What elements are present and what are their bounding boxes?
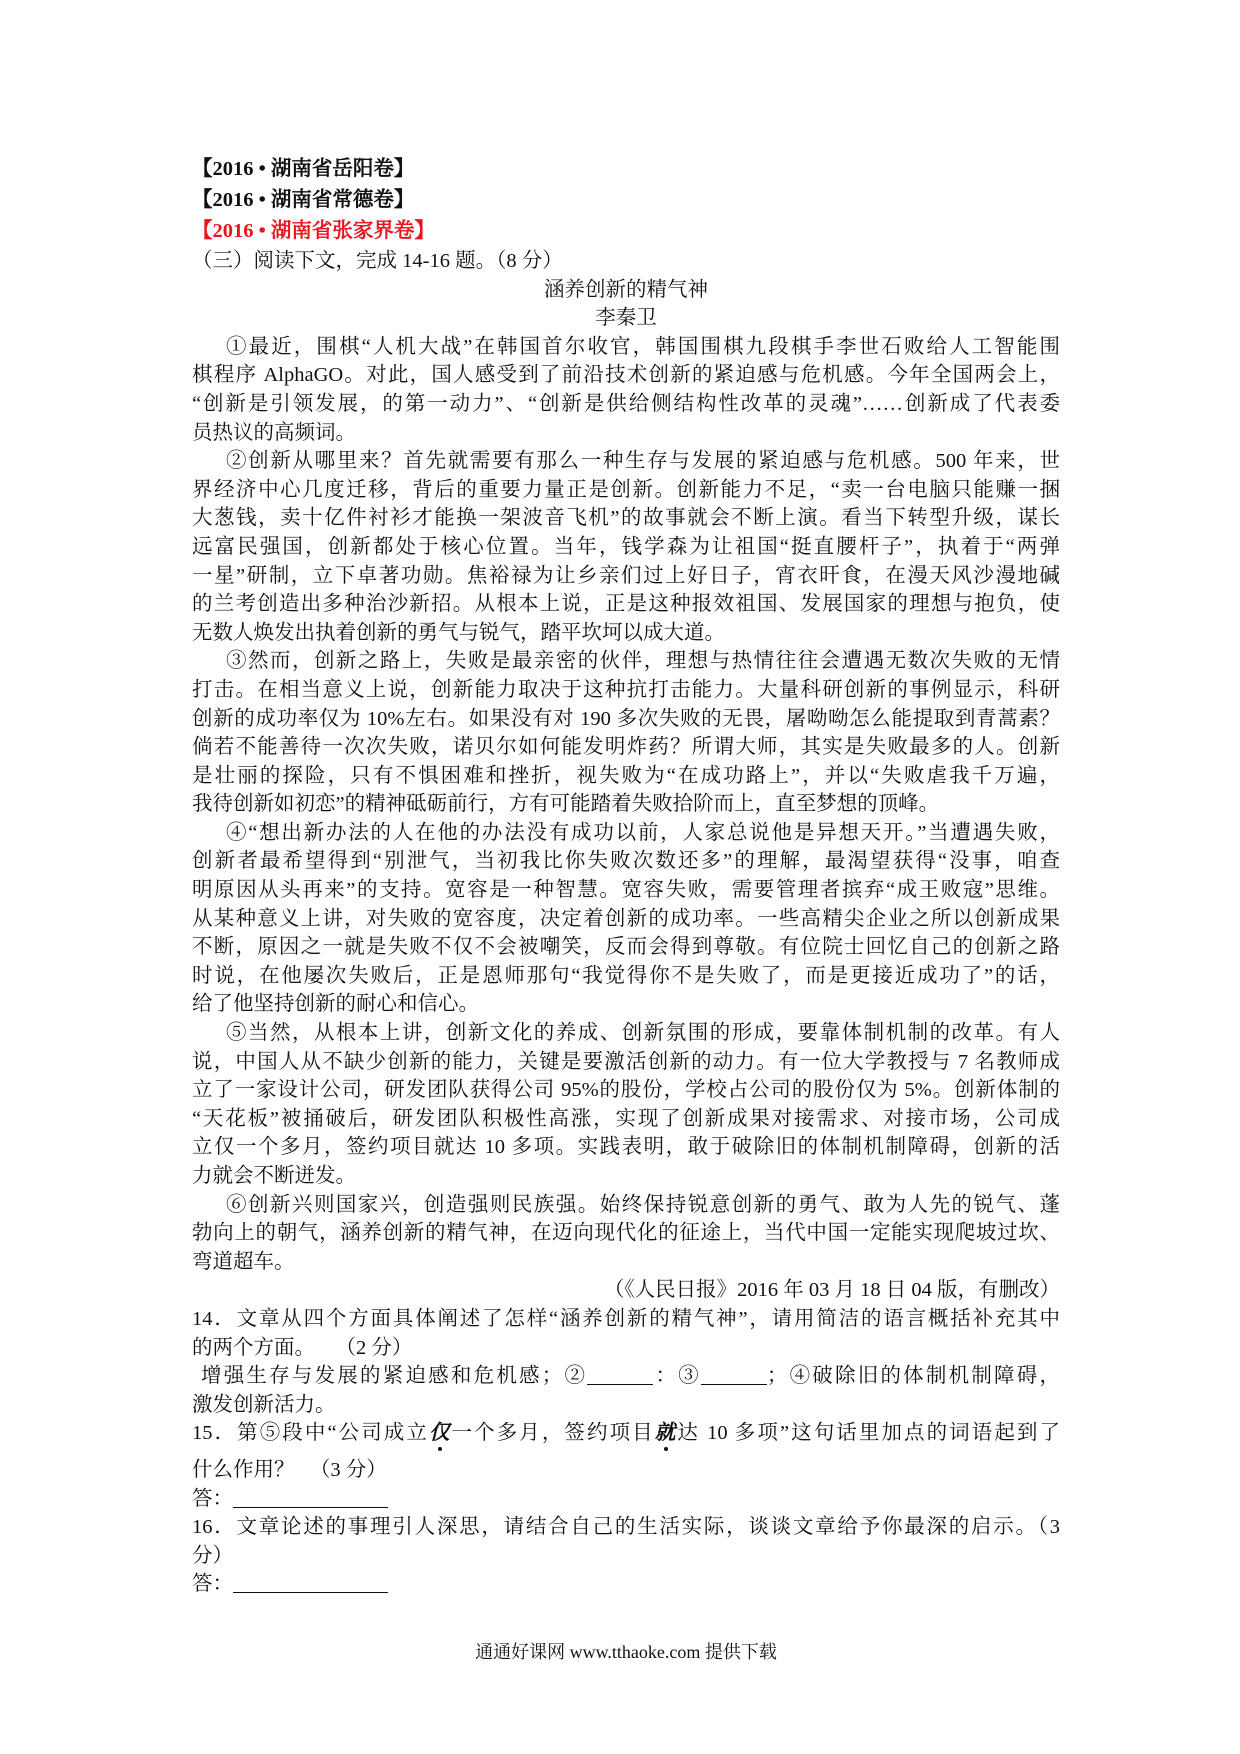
paragraph-line: 给了他坚持创新的耐心和信心。 <box>192 993 479 1016</box>
question-14-prompt-line: 14．文章从四个方面具体阐述了怎样“涵养创新的精气神”，请用简洁的语言概括补充其中 <box>192 1307 1060 1330</box>
question-14-answer-start: 增强生存与发展的紧迫感和危机感；② <box>201 1365 588 1388</box>
question-14 <box>192 1305 1060 1419</box>
emphasized-word-jin: 仅 <box>428 1422 452 1445</box>
section-instructions: （三）阅读下文，完成 14-16 题。（8 分） <box>192 250 563 272</box>
paragraph-line: ⑥创新兴则国家兴，创造强则民族强。始终保持锐意创新的勇气、敢为人先的锐气、蓬 <box>226 1193 1060 1216</box>
reading-section <box>192 247 1060 1599</box>
emphasized-word-jiu: 就 <box>654 1422 678 1445</box>
question-15 <box>192 1419 1060 1513</box>
article-paragraph-2 <box>192 447 1060 647</box>
question-16-prompt-line: 16．文章论述的事理引人深思，请结合自己的生活实际，谈谈文章给予你最深的启示。（3 <box>192 1516 1060 1539</box>
question-16 <box>192 1513 1060 1599</box>
exam-source-changde: 【2016 • 湖南省常德卷】 <box>192 189 415 211</box>
question-14-answer-line <box>192 1362 1060 1391</box>
question-15-prompt-part: 一个多月，签约项目 <box>451 1422 655 1445</box>
question-15-prompt-line-2: 什么作用？ （3 分） <box>192 1458 387 1481</box>
article-source-citation: （《人民日报》2016 年 03 月 18 日 04 版，有删改） <box>603 1279 1060 1302</box>
question-15-prompt-part: 15．第⑤段中“公司成立 <box>192 1422 429 1445</box>
answer-blank <box>233 1591 388 1593</box>
paragraph-line: ②创新从哪里来？首先就需要有那么一种生存与发展的紧迫感与危机感。500 年来，世 <box>226 450 1060 473</box>
paragraph-line: 无数人焕发出执着创新的勇气与锐气，踏平坎坷以成大道。 <box>192 621 725 644</box>
exam-source-zhangjiajie: 【2016 • 湖南省张家界卷】 <box>192 220 435 242</box>
paragraph-line: 棋程序 AlphaGO。对此，国人感受到了前沿技术创新的紧迫感与危机感。今年全国两会上， <box>192 364 1060 387</box>
question-15-prompt-part: 达 10 多项”这句话里加点的词语起到了 <box>677 1422 1060 1445</box>
paragraph-line: 勃向上的朝气，涵养创新的精气神，在迈向现代化的征途上，当代中国一定能实现爬坡过坎、 <box>192 1222 1060 1245</box>
question-16-answer-line <box>192 1570 1060 1599</box>
question-14-answer-middle: ：③ <box>653 1365 701 1388</box>
answer-blank-3 <box>701 1383 767 1385</box>
paragraph-line: 创新的成功率仅为 10%左右。如果没有对 190 多次失败的无畏，屠呦呦怎么能提取到青蒿素？ <box>192 707 1060 730</box>
question-14-answer-end: ；④破除旧的体制机制障碍， <box>766 1365 1060 1388</box>
paragraph-line: “创新是引领发展，的第一动力”、“创新是供给侧结构性改革的灵魂”……创新成了代表委 <box>192 392 1060 415</box>
paragraph-line: 时说，在他屡次失败后，正是恩师那句“我觉得你不是失败了，而是更接近成功了”的话， <box>192 964 1060 987</box>
answer-label: 答： <box>192 1573 233 1596</box>
answer-blank <box>233 1506 388 1508</box>
article-title: 涵养创新的精气神 <box>544 278 708 301</box>
article-paragraph-5 <box>192 1019 1060 1191</box>
paragraph-line: 远富民强国，创新都处于核心位置。当年，钱学森为让祖国“挺直腰杆子”，执着于“两弹 <box>192 535 1060 558</box>
paragraph-line: 是壮丽的探险，只有不惧困难和挫折，视失败为“在成功路上”，并以“失败虐我千万遍， <box>192 764 1060 787</box>
paragraph-line: 立仅一个多月，签约项目就达 10 多项。实践表明，敢于破除旧的体制机制障碍，创新的活 <box>192 1136 1060 1159</box>
paragraph-line: 力就会不断迸发。 <box>192 1165 356 1187</box>
article-paragraph-6 <box>192 1191 1060 1277</box>
paragraph-line: 的兰考创造出多种治沙新招。从根本上说，正是这种报效祖国、发展国家的理想与抱负，使 <box>192 593 1060 616</box>
paragraph-line: 立了一家设计公司，研发团队获得公司 95%的股份，学校占公司的股份仅为 5%。创新体制的 <box>192 1079 1060 1102</box>
paragraph-line: 员热议的高频词。 <box>192 421 356 444</box>
question-15-answer-line <box>192 1485 1060 1514</box>
answer-blank-2 <box>587 1383 653 1385</box>
exam-source-yueyang: 【2016 • 湖南省岳阳卷】 <box>192 158 415 180</box>
paragraph-line: ①最近，围棋“人机大战”在韩国首尔收官，韩国围棋九段棋手李世石败给人工智能围 <box>226 335 1060 358</box>
paragraph-line: 明原因从头再来”的支持。宽容是一种智慧。宽容失败，需要管理者摈弃“成王败寇”思维。 <box>192 879 1060 902</box>
paragraph-line: 说，中国人从不缺少创新的能力，关键是要激活创新的动力。有一位大学教授与 7 名教师成 <box>192 1050 1060 1073</box>
exam-source-header <box>192 154 1060 247</box>
paragraph-line: 打击。在相当意义上说，创新能力取决于这种抗打击能力。大量科研创新的事例显示，科研 <box>192 678 1060 701</box>
article-paragraph-4 <box>192 819 1060 1019</box>
question-14-answer-continuation: 激发创新活力。 <box>192 1393 336 1416</box>
paragraph-line: “天花板”被捅破后，研发团队积极性高涨，实现了创新成果对接需求、对接市场，公司成 <box>192 1107 1060 1130</box>
question-15-prompt-line <box>192 1419 1060 1456</box>
question-16-prompt-line: 分） <box>192 1544 233 1567</box>
article-paragraph-3 <box>192 647 1060 819</box>
paragraph-line: 一星”研制，立下卓著功勋。焦裕禄为让乡亲们过上好日子，宵衣旰食，在漫天风沙漫地碱 <box>192 564 1060 587</box>
paragraph-line: ④“想出新办法的人在他的办法没有成功以前，人家总说他是异想天开。”当遭遇失败， <box>226 821 1060 844</box>
paragraph-line: 不断，原因之一就是失败不仅不会被嘲笑，反而会得到尊敬。有位院士回忆自己的创新之路 <box>192 936 1060 959</box>
paragraph-line: 创新者最希望得到“别泄气，当初我比你失败次数还多”的理解，最渴望获得“没事，咱查 <box>192 850 1060 873</box>
paragraph-line: ⑤当然，从根本上讲，创新文化的养成、创新氛围的形成，要靠体制机制的改革。有人 <box>226 1022 1060 1045</box>
question-14-prompt-line: 的两个方面。 （2 分） <box>192 1336 413 1359</box>
paragraph-line: ③然而，创新之路上，失败是最亲密的伙伴，理想与热情往往会遭遇无数次失败的无情 <box>226 650 1060 673</box>
paragraph-line: 界经济中心几度迁移，背后的重要力量正是创新。创新能力不足，“卖一台电脑只能赚一捆 <box>192 478 1060 501</box>
answer-label: 答： <box>192 1487 233 1510</box>
article-paragraph-1 <box>192 333 1060 447</box>
article-author: 李秦卫 <box>595 307 657 330</box>
paragraph-line: 弯道超车。 <box>192 1250 295 1273</box>
paragraph-line: 倘若不能善待一次次失败，诺贝尔如何能发明炸药？所谓大师，其实是失败最多的人。创新 <box>192 736 1060 759</box>
paragraph-line: 从某种意义上讲，对失败的宽容度，决定着创新的成功率。一些高精尖企业之所以创新成果 <box>192 907 1060 930</box>
page-footer: 通通好课网 www.tthaoke.com 提供下载 <box>475 1642 777 1662</box>
paragraph-line: 大葱钱，卖十亿件衬衫才能换一架波音飞机”的故事就会不断上演。看当下转型升级，谋长 <box>192 507 1060 530</box>
paragraph-line: 我待创新如初恋”的精神砥砺前行，方有可能踏着失败拾阶而上，直至梦想的顶峰。 <box>192 793 940 816</box>
